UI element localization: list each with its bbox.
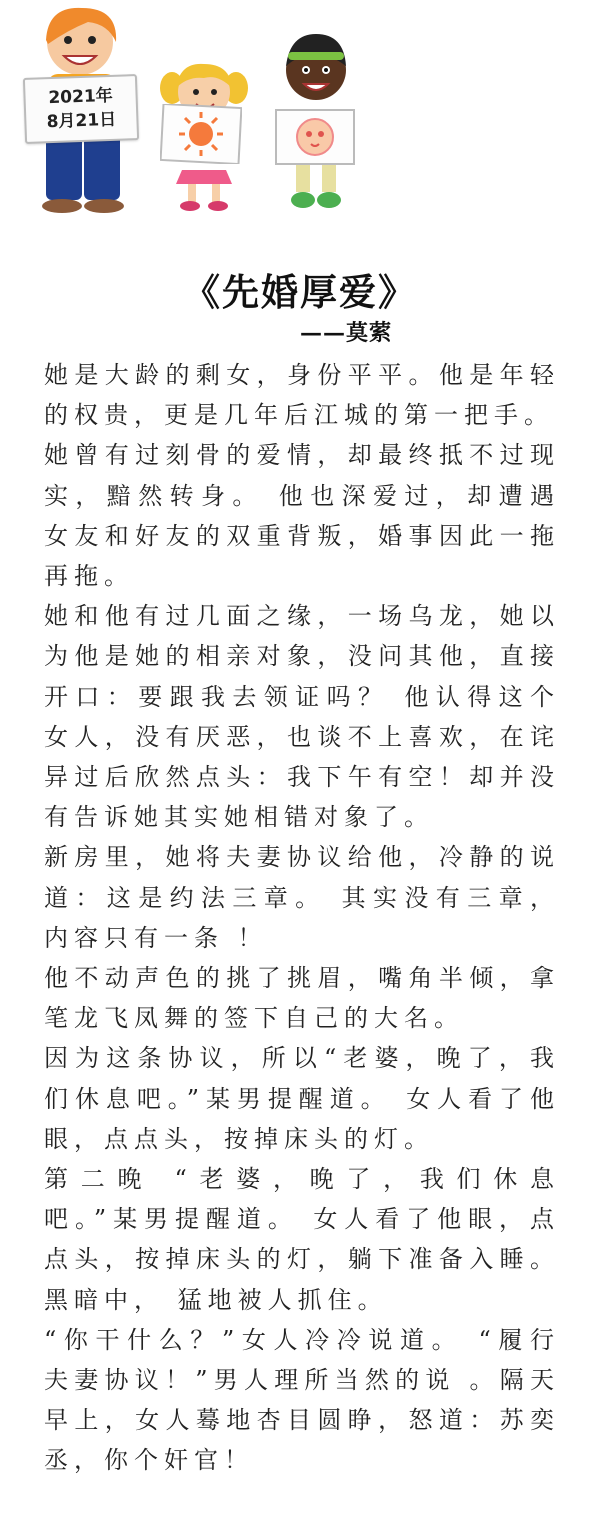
face-drawing-sign [274,108,356,166]
paragraph: 她曾有过刻骨的爱情，却最终抵不过现实，黯然转身。 他也深爱过，却遭遇女友和好友的双重背叛，婚事因此一拖再拖。 [44,441,560,591]
paragraph: “你干什么？”女人冷冷说道。 “履行夫妻协议！”男人理所当然的说 。隔天早上，女人蓦地杏目圆睁，怒道：苏奕丞，你个奸官！ [44,1325,560,1475]
date-day: 8月21日 [46,109,117,133]
article-body [44,355,560,1481]
header-illustration [0,0,600,240]
paragraph: 第二晚 “老婆，晚了，我们休息吧。”某男提醒道。 女人看了他眼，点点头，按掉床头的灯，躺下准备入睡。 黑暗中， 猛地被人抓住。 [44,1165,560,1314]
paragraph: 她和他有过几面之缘，一场乌龙，她以为他是她的相亲对象，没问其他，直接开口：要跟我去领证吗？ 他认得这个女人，没有厌恶，也谈不上喜欢，在诧异过后欣然点头：我下午有空！却并没有告诉她其实她相错对象了。 [44,602,560,832]
article-author: ——莫萦 [300,320,393,346]
date-year: 2021年 [48,85,114,109]
paragraph: 因为这条协议，所以“老婆，晚了，我们休息吧。”某男提醒道。 女人看了他眼，点点头，按掉床头的灯。 [44,1044,560,1153]
paragraph: 新房里，她将夫妻协议给他，冷静的说道：这是约法三章。 其实没有三章，内容只有一条 ！ [44,843,560,952]
paragraph: 他不动声色的挑了挑眉，嘴角半倾，拿笔龙飞凤舞的签下自己的大名。 [44,964,560,1033]
article-title: 《先婚厚爱》 [183,270,417,314]
sun-drawing-sign [160,104,242,164]
date-sign [23,74,139,144]
paragraph: 她是大龄的剩女，身份平平。他是年轻的权贵，更是几年后江城的第一把手。 [44,361,560,430]
